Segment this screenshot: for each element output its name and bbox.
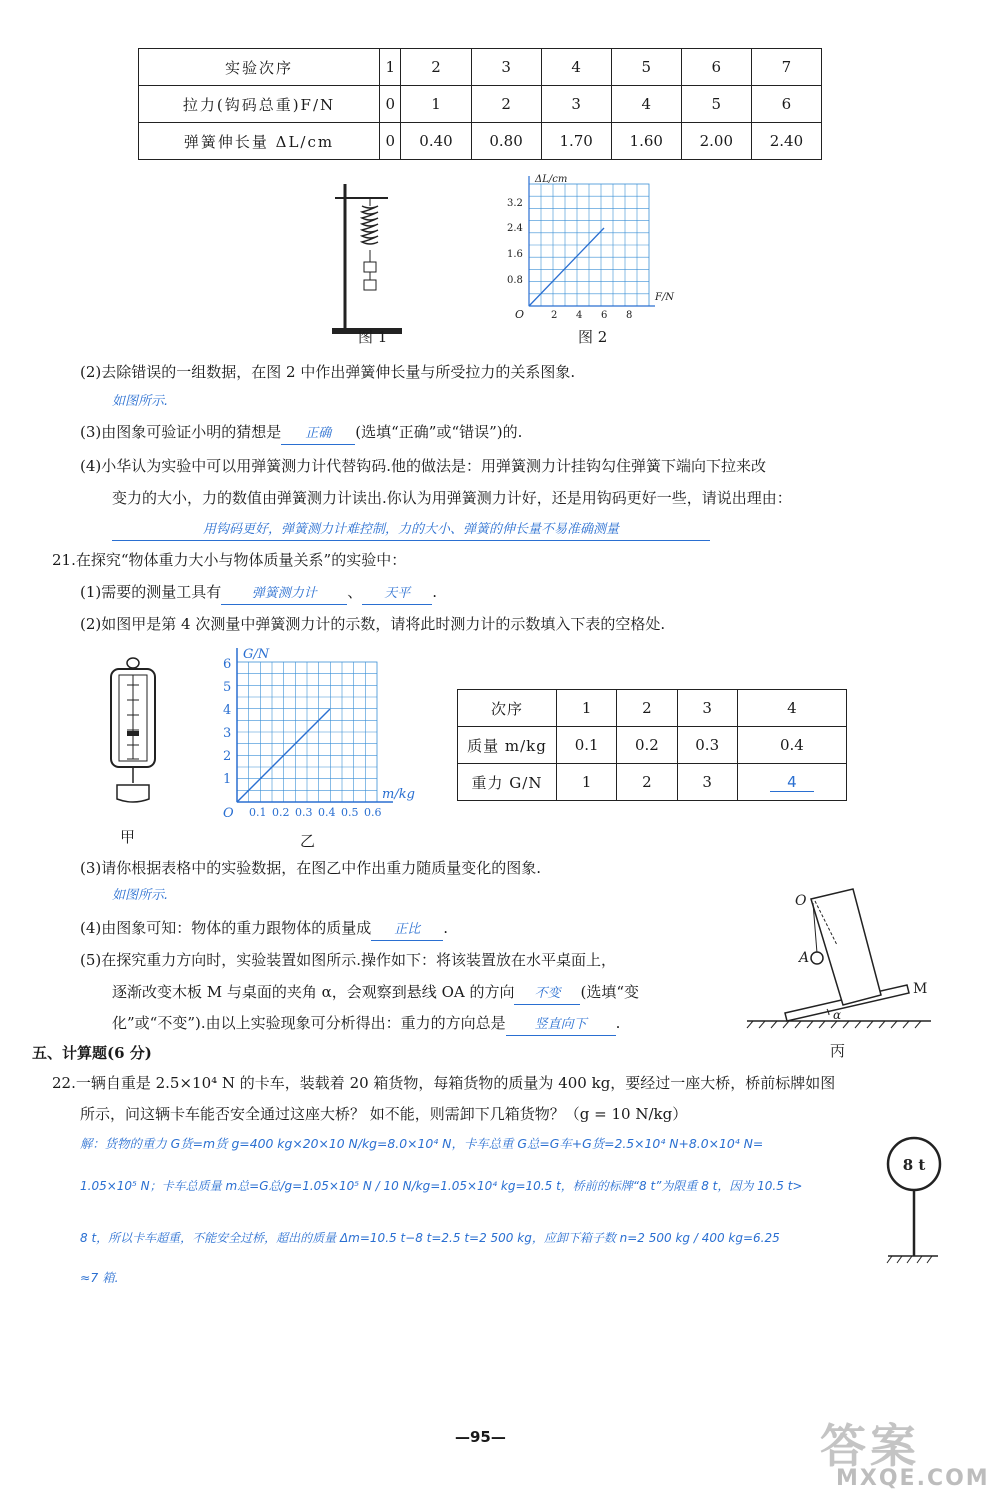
spring-stand-figure [330, 178, 410, 340]
q20-part2: (2)去除错误的一组数据，在图 2 中作出弹簧伸长量与所受拉力的关系图象. [80, 363, 576, 381]
sign-limit-label: 8 t [902, 1156, 926, 1174]
x-tick: 6 [601, 310, 608, 321]
table-cell: 拉力(钩码总重)F/N [139, 86, 380, 123]
x-tick: 0.4 [318, 806, 336, 819]
y-tick: 1.6 [507, 249, 523, 260]
solution-line: 解：货物的重力 G货=m货 g=400 kg×20×10 N/kg=8.0×10⁴ N，卡车总重 G总=G车+G货=2.5×10⁴ N+8.0×10⁴ N= [80, 1136, 764, 1151]
y-tick: 3 [223, 726, 232, 741]
figure-caption: 乙 [300, 832, 316, 850]
y-tick: 5 [223, 680, 232, 695]
spring-data-table [138, 48, 822, 160]
q20-part2-answer: 如图所示. [112, 394, 169, 409]
table-row [458, 727, 847, 764]
q21-part1: (1)需要的测量工具有 弹簧测力计 、 天平 . [80, 582, 437, 605]
table-cell: 1 [557, 764, 617, 801]
stretch-line [529, 228, 604, 306]
table-cell: 2 [617, 764, 677, 801]
q21-part5-line2 [112, 982, 639, 1005]
y-tick: 2 [223, 749, 232, 764]
y-tick: 2.4 [507, 223, 523, 234]
answer-blank: 4 [770, 773, 814, 792]
figure-caption: 甲 [120, 828, 136, 846]
bridge-sign-figure [880, 1132, 950, 1268]
table-cell [737, 764, 846, 801]
spring-scale-figure [105, 655, 161, 813]
x-tick: 2 [551, 310, 558, 321]
table-cell: 3 [677, 690, 737, 727]
q22-line2: 所示，问这辆卡车能否安全通过这座大桥？ 如不能，则需卸下几箱货物？（g = 10 N/kg） [80, 1105, 688, 1123]
text: 化”或“不变”).由以上实验现象可分析得出：重力的方向总是 [112, 1014, 506, 1032]
answer-blank: 正确 [281, 424, 355, 445]
solution-line: ≈7 箱. [80, 1270, 119, 1285]
figure-caption: 图 1 [358, 328, 388, 346]
q21-part3: (3)请你根据表格中的实验数据，在图乙中作出重力随质量变化的图象. [80, 859, 542, 877]
table-row [139, 86, 822, 123]
table-cell: 3 [541, 86, 611, 123]
gravity-direction-figure [745, 885, 935, 1033]
text: (3)由图象可验证小明的猜想是 [80, 423, 282, 441]
text: (4)由图象可知：物体的重力跟物体的质量成 [80, 919, 372, 937]
q20-part4-line1: (4)小华认为实验中可以用弹簧测力计代替钩码.他的做法是：用弹簧测力计挂钩勾住弹簧下端向下拉来改 [80, 457, 767, 475]
table-cell: 2.00 [681, 123, 751, 160]
table-cell: 0 [380, 123, 401, 160]
table-cell: 次序 [458, 690, 557, 727]
table-cell: 实验次序 [139, 49, 380, 86]
table-row [458, 764, 847, 801]
table-cell: 0.2 [617, 727, 677, 764]
q21-part4: (4)由图象可知：物体的重力跟物体的质量成 正比 . [80, 918, 448, 941]
q20-part4-answer-line [112, 518, 710, 541]
y-tick: 4 [223, 703, 232, 718]
y-tick: 6 [223, 657, 232, 672]
table-cell: 2 [617, 690, 677, 727]
figure-caption: 图 2 [578, 328, 608, 346]
q21-part3-answer: 如图所示. [112, 888, 169, 903]
table-cell: 0.40 [401, 123, 471, 160]
label-alpha: α [833, 1008, 842, 1022]
text: 、 [347, 583, 363, 601]
answer-blank: 弹簧测力计 [221, 584, 347, 605]
table-cell: 重力 G/N [458, 764, 557, 801]
table-cell: 0.4 [737, 727, 846, 764]
table-cell: 0.80 [471, 123, 541, 160]
solution-line: 1.05×10⁵ N；卡车总质量 m总=G总/g=1.05×10⁵ N / 10 N/kg=1.05×10⁴ kg=10.5 t，桥前的标牌“8 t”为限重 8 t，因为 10.5 t> [80, 1179, 803, 1193]
answer-blank: 天平 [362, 584, 432, 605]
label-m: M [913, 981, 928, 997]
answer-blank: 不变 [514, 984, 580, 1005]
q20-part4-line2: 变力的大小，力的数值由弹簧测力计读出.你认为用弹簧测力计好，还是用钩码更好一些，请说出理由： [112, 489, 792, 507]
answer-blank: 竖直向下 [506, 1015, 616, 1036]
table-cell: 7 [751, 49, 821, 86]
table-cell: 1 [557, 690, 617, 727]
x-axis-label: F/N [655, 292, 675, 303]
q20-part3 [80, 422, 522, 445]
origin-label: O [223, 806, 234, 821]
answer-blank: 正比 [371, 920, 443, 941]
stretch-graph [495, 170, 690, 325]
q21-title: 21.在探究“物体重力大小与物体质量关系”的实验中： [52, 551, 407, 569]
label-a: A [799, 950, 810, 966]
x-tick: 8 [626, 310, 633, 321]
text: (选填“变 [580, 983, 639, 1001]
table-cell: 0.3 [677, 727, 737, 764]
q22-line1: 22.一辆自重是 2.5×10⁴ N 的卡车，装载着 20 箱货物，每箱货物的质量为 400 kg，要经过一座大桥，桥前标牌如图 [52, 1074, 836, 1092]
table-cell: 1.60 [611, 123, 681, 160]
x-tick: 0.5 [341, 806, 359, 819]
solution-line: 8 t，所以卡车超重，不能安全过桥，超出的质量 Δm=10.5 t−8 t=2.5 t=2 500 kg，应卸下箱子数 n=2 500 kg / 400 kg=6.25 [80, 1231, 780, 1245]
weight-mass-table [457, 689, 847, 801]
table-row [139, 123, 822, 160]
table-cell: 5 [611, 49, 681, 86]
table-cell: 质量 m/kg [458, 727, 557, 764]
table-row [139, 49, 822, 86]
x-tick: 0.2 [272, 806, 290, 819]
y-axis-label: ΔL/cm [535, 174, 568, 185]
q21-part5-line1: (5)在探究重力方向时，实验装置如图所示.操作如下：将该装置放在水平桌面上， [80, 951, 617, 969]
table-cell: 6 [681, 49, 751, 86]
figure-caption: 丙 [830, 1042, 846, 1060]
table-cell: 3 [677, 764, 737, 801]
table-cell: 1 [380, 49, 401, 86]
label-o: O [795, 893, 807, 909]
table-cell: 3 [471, 49, 541, 86]
x-axis-label: m/kg [382, 787, 415, 802]
table-cell: 6 [751, 86, 821, 123]
x-tick: 0.3 [295, 806, 313, 819]
table-cell: 弹簧伸长量 ΔL/cm [139, 123, 380, 160]
table-cell: 0 [380, 86, 401, 123]
y-axis-label: G/N [243, 647, 270, 662]
text: 逐渐改变木板 M 与桌面的夹角 α，会观察到悬线 OA 的方向 [112, 983, 515, 1001]
table-cell: 2 [401, 49, 471, 86]
x-tick: 0.1 [249, 806, 267, 819]
table-cell: 4 [611, 86, 681, 123]
table-cell: 5 [681, 86, 751, 123]
answer-blank: 用钩码更好，弹簧测力计难控制，力的大小、弹簧的伸长量不易准确测量 [112, 520, 710, 541]
y-tick: 3.2 [507, 198, 523, 209]
page-number: —95— [455, 1428, 506, 1446]
watermark-url: MXQE.COM [836, 1466, 990, 1491]
q21-part2: (2)如图甲是第 4 次测量中弹簧测力计的示数，请将此时测力计的示数填入下表的空格处. [80, 615, 666, 633]
x-tick: 4 [576, 310, 583, 321]
watermark-logo: 答案 [820, 1419, 920, 1473]
table-cell: 4 [737, 690, 846, 727]
weight-mass-graph [215, 642, 430, 822]
table-cell: 0.1 [557, 727, 617, 764]
table-cell: 2 [471, 86, 541, 123]
text: (1)需要的测量工具有 [80, 583, 222, 601]
q21-part5-line3: 化”或“不变”).由以上实验现象可分析得出：重力的方向总是 竖直向下 . [112, 1013, 620, 1036]
text: (选填“正确”或“错误”)的. [355, 423, 523, 441]
x-tick: 0.6 [364, 806, 382, 819]
y-tick: 0.8 [507, 275, 523, 286]
table-cell: 4 [541, 49, 611, 86]
table-cell: 1 [401, 86, 471, 123]
table-cell: 2.40 [751, 123, 821, 160]
table-cell: 1.70 [541, 123, 611, 160]
section-title: 五、计算题(6 分) [32, 1044, 152, 1062]
table-row [458, 690, 847, 727]
y-tick: 1 [223, 772, 232, 787]
origin-label: O [515, 308, 525, 321]
